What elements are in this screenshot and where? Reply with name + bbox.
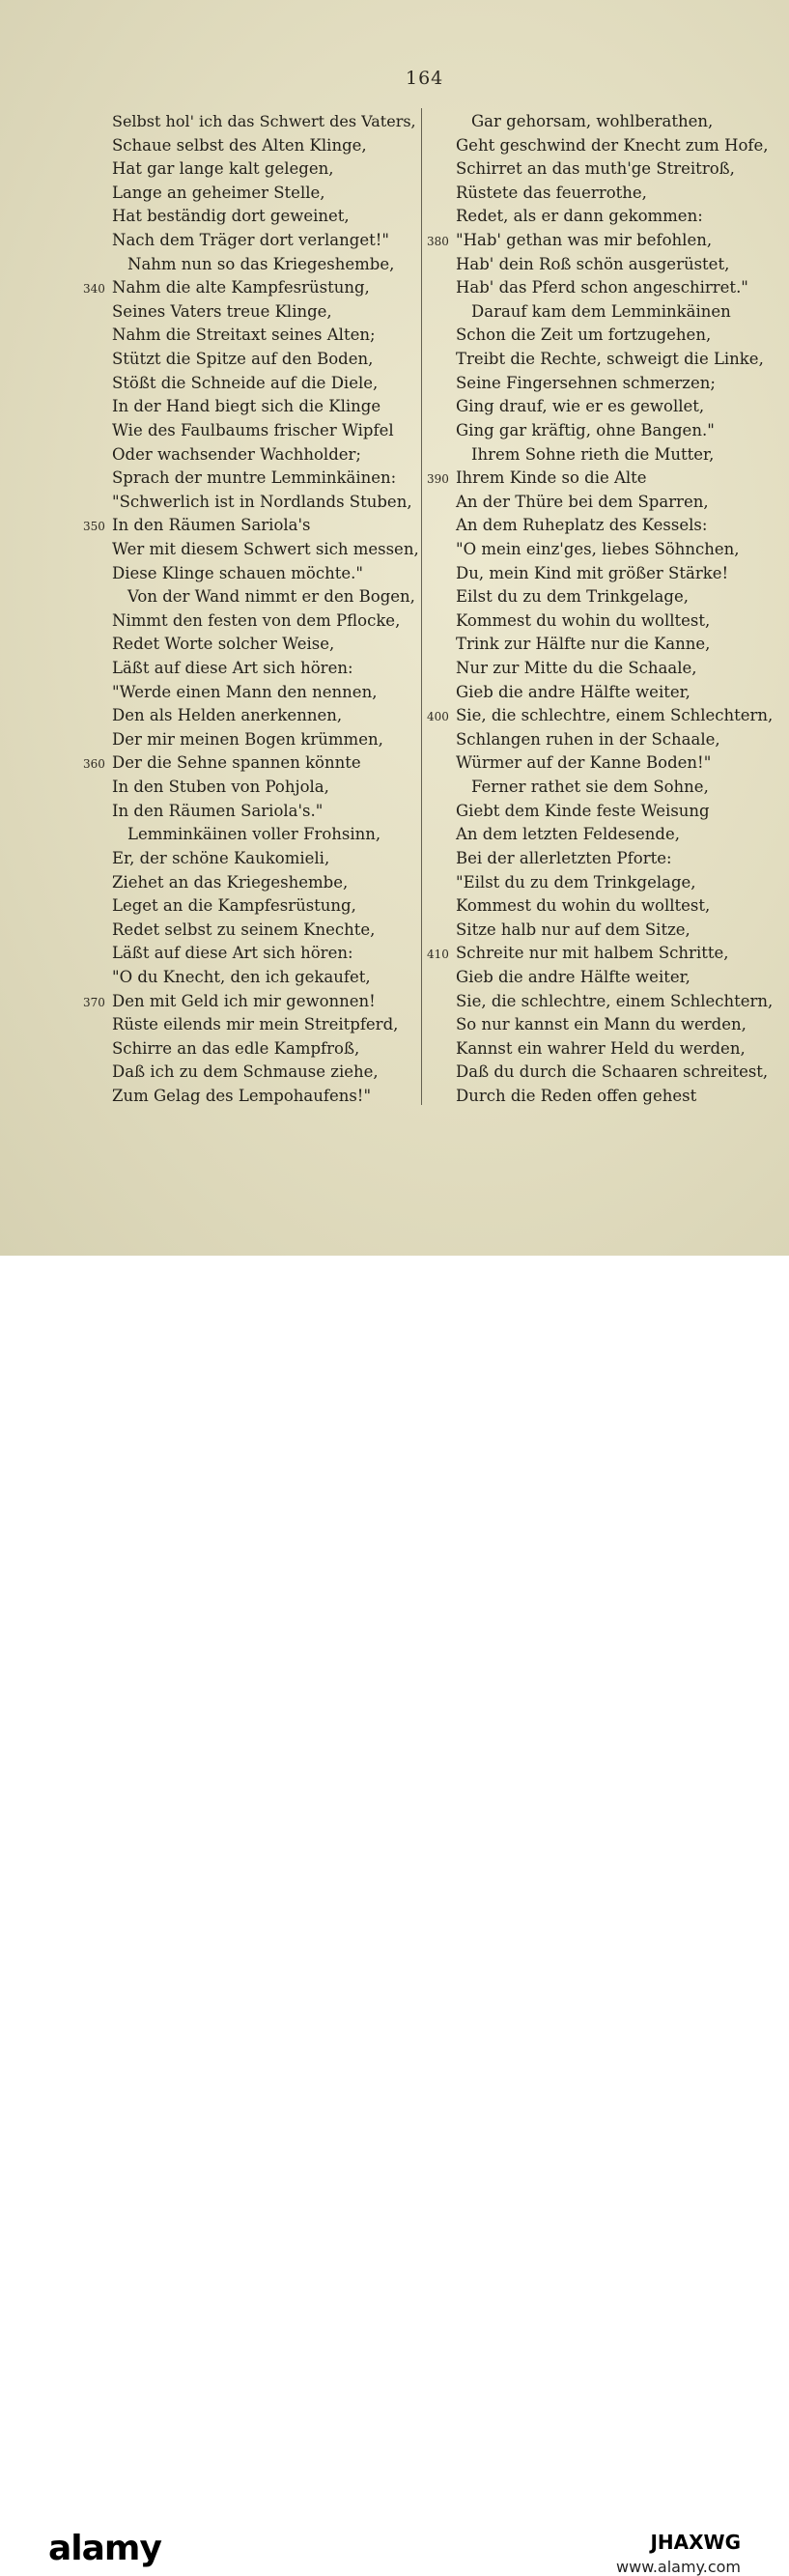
verse-text: Er, der schöne Kaukomieli, — [112, 848, 330, 867]
verse-text: Nahm nun so das Kriegeshembe, — [127, 254, 395, 273]
verse-text: Stößt die Schneide auf die Diele, — [112, 373, 379, 392]
verse-text: "Eilst du zu dem Trinkgelage, — [456, 872, 696, 892]
verse-text: In den Stuben von Pohjola, — [112, 778, 329, 797]
verse-text: Redet Worte solcher Weise, — [112, 635, 335, 654]
verse-line — [427, 966, 775, 990]
verse-line — [83, 300, 423, 325]
verse-line — [427, 847, 775, 871]
verse-line — [83, 348, 423, 372]
verse-text: Läßt auf diese Art sich hören: — [112, 944, 353, 963]
verse-text: Redet selbst zu seinem Knechte, — [112, 920, 376, 939]
verse-line — [83, 823, 423, 847]
verse-line — [83, 919, 423, 943]
verse-line — [83, 253, 423, 277]
verse-text: Ihrem Sohne rieth die Mutter, — [471, 444, 715, 464]
stock-watermark-bar — [0, 1256, 789, 2576]
verse-text: Wie des Faulbaums frischer Wipfel — [112, 420, 394, 439]
verse-line — [83, 847, 423, 871]
verse-text: Kommest du wohin du wolltest, — [456, 896, 711, 916]
verse-text: Ziehet an das Kriegeshembe, — [112, 872, 349, 892]
verse-line — [83, 609, 423, 634]
verse-text: "Hab' gethan was mir befohlen, — [456, 231, 713, 250]
verse-text: Eilst du zu dem Trinkgelage, — [456, 587, 689, 607]
verse-line — [427, 776, 775, 800]
verse-text: Schaue selbst des Alten Klinge, — [112, 135, 367, 155]
verse-line — [83, 800, 423, 824]
verse-line — [83, 1037, 423, 1062]
verse-line — [427, 134, 775, 158]
verse-text: "Werde einen Mann den nennen, — [112, 682, 378, 701]
verse-line — [427, 443, 775, 467]
verse-line — [427, 182, 775, 206]
verse-line — [427, 681, 775, 705]
verse-text: Nahm die Streitaxt seines Alten; — [112, 326, 376, 345]
verse-line — [427, 419, 775, 443]
verse-line — [83, 657, 423, 681]
verse-line — [83, 776, 423, 800]
verse-text: Ferner rathet sie dem Sohne, — [471, 778, 709, 797]
verse-line — [83, 728, 423, 752]
verse-text: Rüste eilends mir mein Streitpferd, — [112, 1015, 399, 1034]
verse-text: Kannst ein wahrer Held du werden, — [456, 1038, 746, 1058]
verse-line — [83, 134, 423, 158]
verse-line — [427, 728, 775, 752]
verse-line — [83, 110, 423, 134]
verse-text: Sie, die schlechtre, einem Schlechtern, — [456, 706, 774, 725]
verse-line — [83, 966, 423, 990]
verse-line — [83, 443, 423, 467]
verse-text: Schirre an das edle Kampfroß, — [112, 1038, 360, 1058]
verse-text: Wer mit diesem Schwert sich messen, — [112, 539, 419, 558]
verse-line — [83, 372, 423, 396]
verse-text: An dem Ruheplatz des Kessels: — [456, 516, 708, 535]
verse-line — [83, 1085, 423, 1109]
verse-text: Ging gar kräftig, ohne Bangen." — [456, 420, 715, 439]
verse-text: In den Räumen Sariola's — [112, 516, 311, 535]
line-number: 400 — [427, 710, 449, 724]
verse-line — [83, 491, 423, 515]
verse-text: Selbst hol' ich das Schwert des Vaters, — [112, 112, 416, 130]
verse-text: Redet, als er dann gekommen: — [456, 207, 703, 226]
verse-text: In den Räumen Sariola's." — [112, 801, 324, 820]
verse-text: Rüstete das feuerrothe, — [456, 183, 647, 202]
verse-text: "O du Knecht, den ich gekaufet, — [112, 967, 371, 986]
verse-line — [83, 1013, 423, 1037]
verse-line — [427, 467, 775, 491]
verse-line — [427, 1037, 775, 1062]
alamy-logo: alamy — [48, 2529, 161, 2568]
verse-text: Darauf kam dem Lemminkäinen — [471, 301, 731, 321]
verse-text: Daß du durch die Schaaren schreitest, — [456, 1062, 769, 1082]
verse-line — [427, 871, 775, 895]
verse-text: Nur zur Mitte du die Schaale, — [456, 659, 697, 678]
verse-text: Würmer auf der Kanne Boden!" — [456, 753, 712, 773]
verse-text: An der Thüre bei dem Sparren, — [456, 492, 709, 511]
verse-text: An dem letzten Feldesende, — [456, 825, 680, 844]
verse-line — [83, 704, 423, 728]
verse-line — [83, 585, 423, 609]
verse-text: Gieb die andre Hälfte weiter, — [456, 967, 690, 986]
line-number: 350 — [83, 520, 105, 534]
verse-text: Durch die Reden offen gehest — [456, 1086, 697, 1105]
verse-line — [83, 871, 423, 895]
verse-line — [427, 919, 775, 943]
verse-line — [83, 514, 423, 538]
verse-line — [427, 657, 775, 681]
verse-line — [427, 205, 775, 229]
verse-line — [427, 253, 775, 277]
verse-text: Schreite nur mit halbem Schritte, — [456, 944, 729, 963]
verse-line — [427, 609, 775, 634]
verse-line — [83, 229, 423, 253]
verse-text: Ging drauf, wie er es gewollet, — [456, 397, 705, 416]
line-number: 360 — [83, 757, 105, 772]
line-number: 370 — [83, 995, 105, 1009]
verse-line — [427, 372, 775, 396]
verse-text: "Schwerlich ist in Nordlands Stuben, — [112, 492, 412, 511]
verse-line — [83, 157, 423, 182]
verse-text: Hab' das Pferd schon angeschirret." — [456, 278, 748, 297]
verse-text: Nimmt den festen von dem Pflocke, — [112, 610, 401, 630]
line-number: 390 — [427, 472, 449, 487]
verse-text: Seine Fingersehnen schmerzen; — [456, 373, 716, 392]
verse-line — [83, 419, 423, 443]
verse-line — [427, 276, 775, 300]
verse-line — [83, 395, 423, 419]
verse-line — [427, 894, 775, 919]
page-number: 164 — [406, 68, 444, 89]
verse-line — [83, 205, 423, 229]
site-url[interactable]: www.alamy.com — [616, 2558, 741, 2576]
verse-text: Der die Sehne spannen könnte — [112, 753, 361, 773]
verse-text: In der Hand biegt sich die Klinge — [112, 397, 381, 416]
verse-line — [83, 1061, 423, 1085]
verse-text: Hat gar lange kalt gelegen, — [112, 159, 334, 179]
verse-line — [83, 751, 423, 776]
verse-text: Schon die Zeit um fortzugehen, — [456, 326, 712, 345]
verse-line — [427, 538, 775, 562]
verse-text: Gar gehorsam, wohlberathen, — [471, 112, 714, 130]
left-verse-column — [83, 110, 423, 1109]
verse-text: Trink zur Hälfte nur die Kanne, — [456, 635, 711, 654]
verse-line — [427, 491, 775, 515]
verse-line — [83, 633, 423, 657]
verse-line — [427, 823, 775, 847]
verse-line — [427, 751, 775, 776]
verse-text: Von der Wand nimmt er den Bogen, — [127, 587, 415, 607]
verse-line — [427, 942, 775, 966]
verse-text: "O mein einz'ges, liebes Söhnchen, — [456, 539, 740, 558]
verse-text: Treibt die Rechte, schweigt die Linke, — [456, 350, 764, 369]
verse-text: Sie, die schlechtre, einem Schlechtern, — [456, 991, 774, 1010]
verse-line — [427, 157, 775, 182]
verse-text: Du, mein Kind mit größer Stärke! — [456, 563, 729, 582]
verse-line — [427, 110, 775, 134]
verse-text: Bei der allerletzten Pforte: — [456, 848, 672, 867]
image-id: JHAXWG — [650, 2531, 741, 2554]
verse-line — [427, 1013, 775, 1037]
verse-text: Hat beständig dort geweinet, — [112, 207, 350, 226]
verse-line — [427, 633, 775, 657]
verse-line — [83, 990, 423, 1014]
verse-line — [427, 562, 775, 586]
verse-text: Kommest du wohin du wolltest, — [456, 610, 711, 630]
verse-line — [83, 467, 423, 491]
verse-line — [427, 704, 775, 728]
book-page — [0, 0, 789, 1256]
verse-text: Lange an geheimer Stelle, — [112, 183, 325, 202]
right-verse-column — [427, 110, 775, 1109]
verse-text: Geht geschwind der Knecht zum Hofe, — [456, 135, 769, 155]
verse-text: Nahm die alte Kampfesrüstung, — [112, 278, 370, 297]
verse-text: Gieb die andre Hälfte weiter, — [456, 682, 690, 701]
verse-text: Seines Vaters treue Klinge, — [112, 301, 332, 321]
verse-text: Nach dem Träger dort verlanget!" — [112, 231, 389, 250]
verse-line — [427, 585, 775, 609]
verse-text: Sprach der muntre Lemminkäinen: — [112, 468, 397, 488]
verse-text: Den mit Geld ich mir gewonnen! — [112, 991, 376, 1010]
line-number: 340 — [83, 282, 105, 297]
verse-line — [83, 182, 423, 206]
verse-line — [83, 538, 423, 562]
verse-line — [83, 562, 423, 586]
verse-line — [83, 681, 423, 705]
verse-text: Daß ich zu dem Schmause ziehe, — [112, 1062, 379, 1082]
verse-line — [427, 514, 775, 538]
verse-line — [427, 395, 775, 419]
verse-text: Giebt dem Kinde feste Weisung — [456, 801, 710, 820]
line-number: 410 — [427, 948, 449, 962]
column-divider — [421, 108, 422, 1105]
verse-text: Diese Klinge schauen möchte." — [112, 563, 363, 582]
verse-text: Oder wachsender Wachholder; — [112, 444, 361, 464]
verse-text: Lemminkäinen voller Frohsinn, — [127, 825, 381, 844]
verse-line — [83, 276, 423, 300]
verse-line — [83, 324, 423, 348]
verse-line — [427, 990, 775, 1014]
verse-text: Schlangen ruhen in der Schaale, — [456, 729, 720, 749]
verse-text: Der mir meinen Bogen krümmen, — [112, 729, 383, 749]
verse-line — [83, 894, 423, 919]
verse-text: Sitze halb nur auf dem Sitze, — [456, 920, 690, 939]
verse-line — [427, 229, 775, 253]
verse-text: Hab' dein Roß schön ausgerüstet, — [456, 254, 730, 273]
verse-line — [427, 348, 775, 372]
verse-line — [427, 324, 775, 348]
verse-text: Stützt die Spitze auf den Boden, — [112, 350, 374, 369]
verse-text: So nur kannst ein Mann du werden, — [456, 1015, 747, 1034]
verse-line — [427, 1061, 775, 1085]
verse-text: Schirret an das muth'ge Streitroß, — [456, 159, 735, 179]
line-number: 380 — [427, 235, 449, 249]
verse-line — [427, 1085, 775, 1109]
verse-line — [427, 300, 775, 325]
verse-line — [427, 800, 775, 824]
verse-text: Leget an die Kampfesrüstung, — [112, 896, 356, 916]
verse-text: Läßt auf diese Art sich hören: — [112, 659, 353, 678]
verse-text: Ihrem Kinde so die Alte — [456, 468, 647, 488]
verse-line — [83, 942, 423, 966]
verse-text: Zum Gelag des Lempohaufens!" — [112, 1086, 372, 1105]
verse-text: Den als Helden anerkennen, — [112, 706, 343, 725]
